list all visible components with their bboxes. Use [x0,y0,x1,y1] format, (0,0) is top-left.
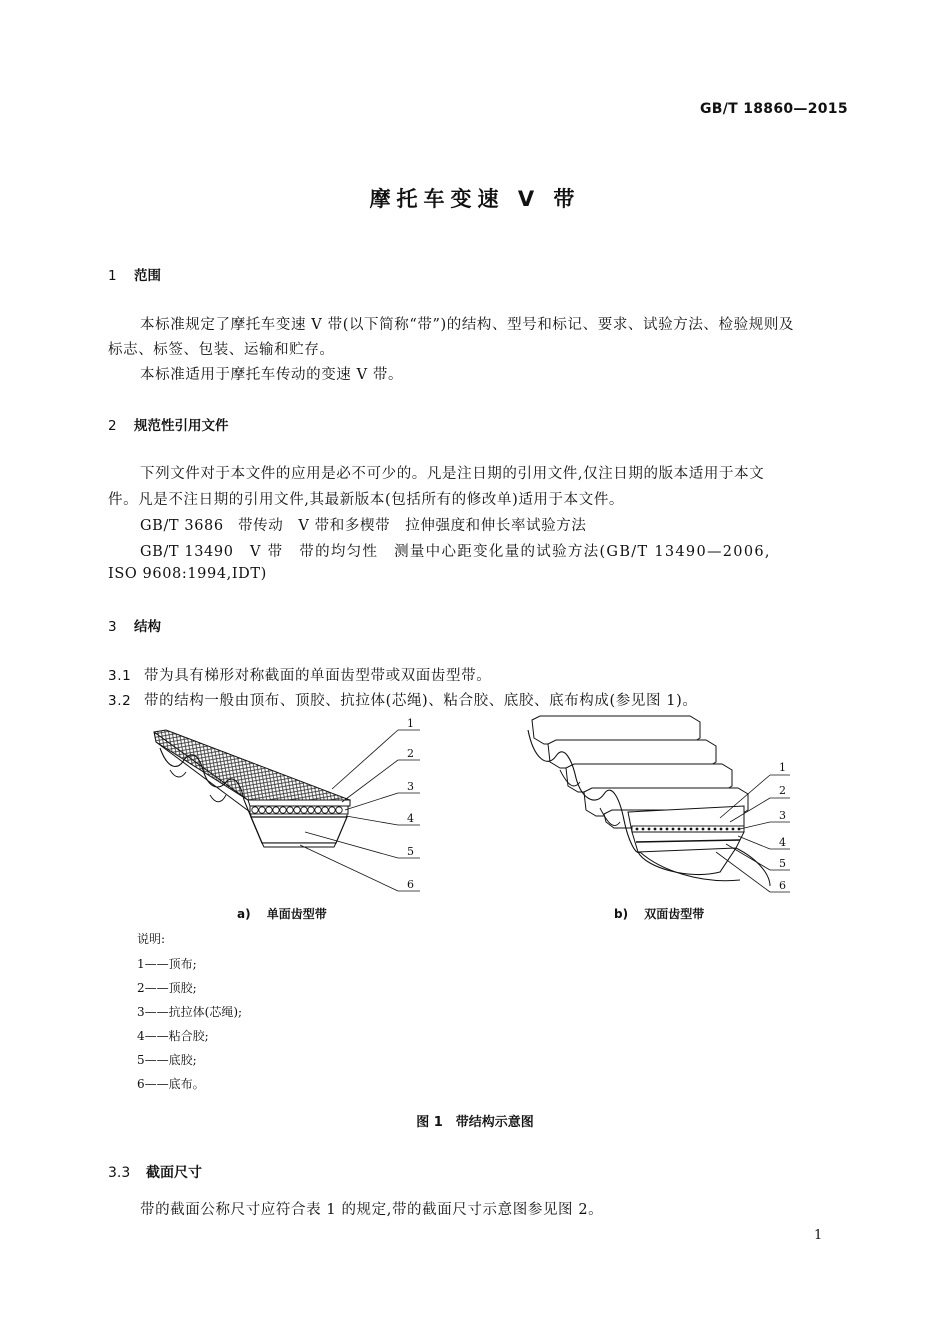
callout-b-6: 6 [779,879,786,892]
callout-a-2: 2 [407,747,414,760]
callout-a-1: 1 [407,717,414,730]
clause-text: 带为具有梯形对称截面的单面齿型带或双面齿型带。 [144,668,492,684]
callout-b-2: 2 [779,784,786,797]
document-title: 摩托车变速 V 带 [369,187,581,211]
caption-b-text: 双面齿型带 [644,907,705,921]
caption-b [614,905,704,922]
caption-a [237,905,327,922]
caption-b-label: b) [614,907,629,921]
legend-item: 6——底布。 [137,1077,205,1091]
legend-item: 4——粘合胶; [137,1029,209,1043]
reference-code: GB/T 3686 [140,518,224,534]
section-3-title: 结构 [134,619,161,635]
callout-b-5: 5 [779,857,786,870]
clause-number: 3.1 [108,668,132,684]
reference-code: GB/T 13490 [140,544,234,560]
section-1-title: 范围 [134,268,161,284]
reference-title: 带传动 V 带和多楔带 拉伸强度和伸长率试验方法 [238,518,587,534]
reference-title: V 带 带的均匀性 测量中心距变化量的试验方法(GB/T 13490—2006, [250,544,771,560]
clause-number: 3.2 [108,693,132,709]
page-number: 1 [814,1228,823,1243]
callout-a-4: 4 [407,812,414,825]
standard-number: GB/T 18860—2015 [700,101,848,117]
clause-number: 3.3 [108,1165,131,1181]
section-3-number: 3 [108,619,117,635]
legend-title: 说明: [137,932,166,946]
legend-item: 2——顶胶; [137,981,197,995]
section-2-para-1-line-1: 下列文件对于本文件的应用是必不可少的。凡是注日期的引用文件,仅注日期的版本适用于本文 [140,466,765,482]
section-1-para-1-line-1: 本标准规定了摩托车变速 V 带(以下简称“带”)的结构、型号和标记、要求、试验方法、检验规则及 [140,317,795,333]
callout-b-4: 4 [779,836,786,849]
clause-text: 带的结构一般由顶布、顶胶、抗拉体(芯绳)、粘合胶、底胶、底布构成(参见图 1)。 [144,693,698,709]
callout-a-6: 6 [407,878,414,891]
clause-3-3-heading [108,1162,202,1182]
caption-a-text: 单面齿型带 [266,907,327,921]
section-2-para-1-line-2: 件。凡是不注日期的引用文件,其最新版本(包括所有的修改单)适用于本文件。 [108,492,625,508]
clause-title: 截面尺寸 [146,1165,202,1181]
section-2-title: 规范性引用文件 [134,418,229,434]
legend-item: 1——顶布; [137,957,197,971]
section-2-number: 2 [108,418,117,434]
section-1-para-1-line-2: 标志、标签、包装、运输和贮存。 [108,342,335,358]
section-1-number: 1 [108,268,117,284]
figure-1-title: 图 1 带结构示意图 [416,1115,534,1130]
reference-gbt-13490-cont: ISO 9608:1994,IDT) [108,566,267,582]
callout-a-5: 5 [407,845,414,858]
callout-b-1: 1 [779,761,786,774]
callout-a-3: 3 [407,780,414,793]
legend-item: 5——底胶; [137,1053,197,1067]
callout-b-3: 3 [779,809,786,822]
clause-3-3-text: 带的截面公称尺寸应符合表 1 的规定,带的截面尺寸示意图参见图 2。 [140,1202,604,1218]
legend-item: 3——抗拉体(芯绳); [137,1005,243,1019]
caption-a-label: a) [237,907,251,921]
section-1-para-2: 本标准适用于摩托车传动的变速 V 带。 [140,367,404,383]
